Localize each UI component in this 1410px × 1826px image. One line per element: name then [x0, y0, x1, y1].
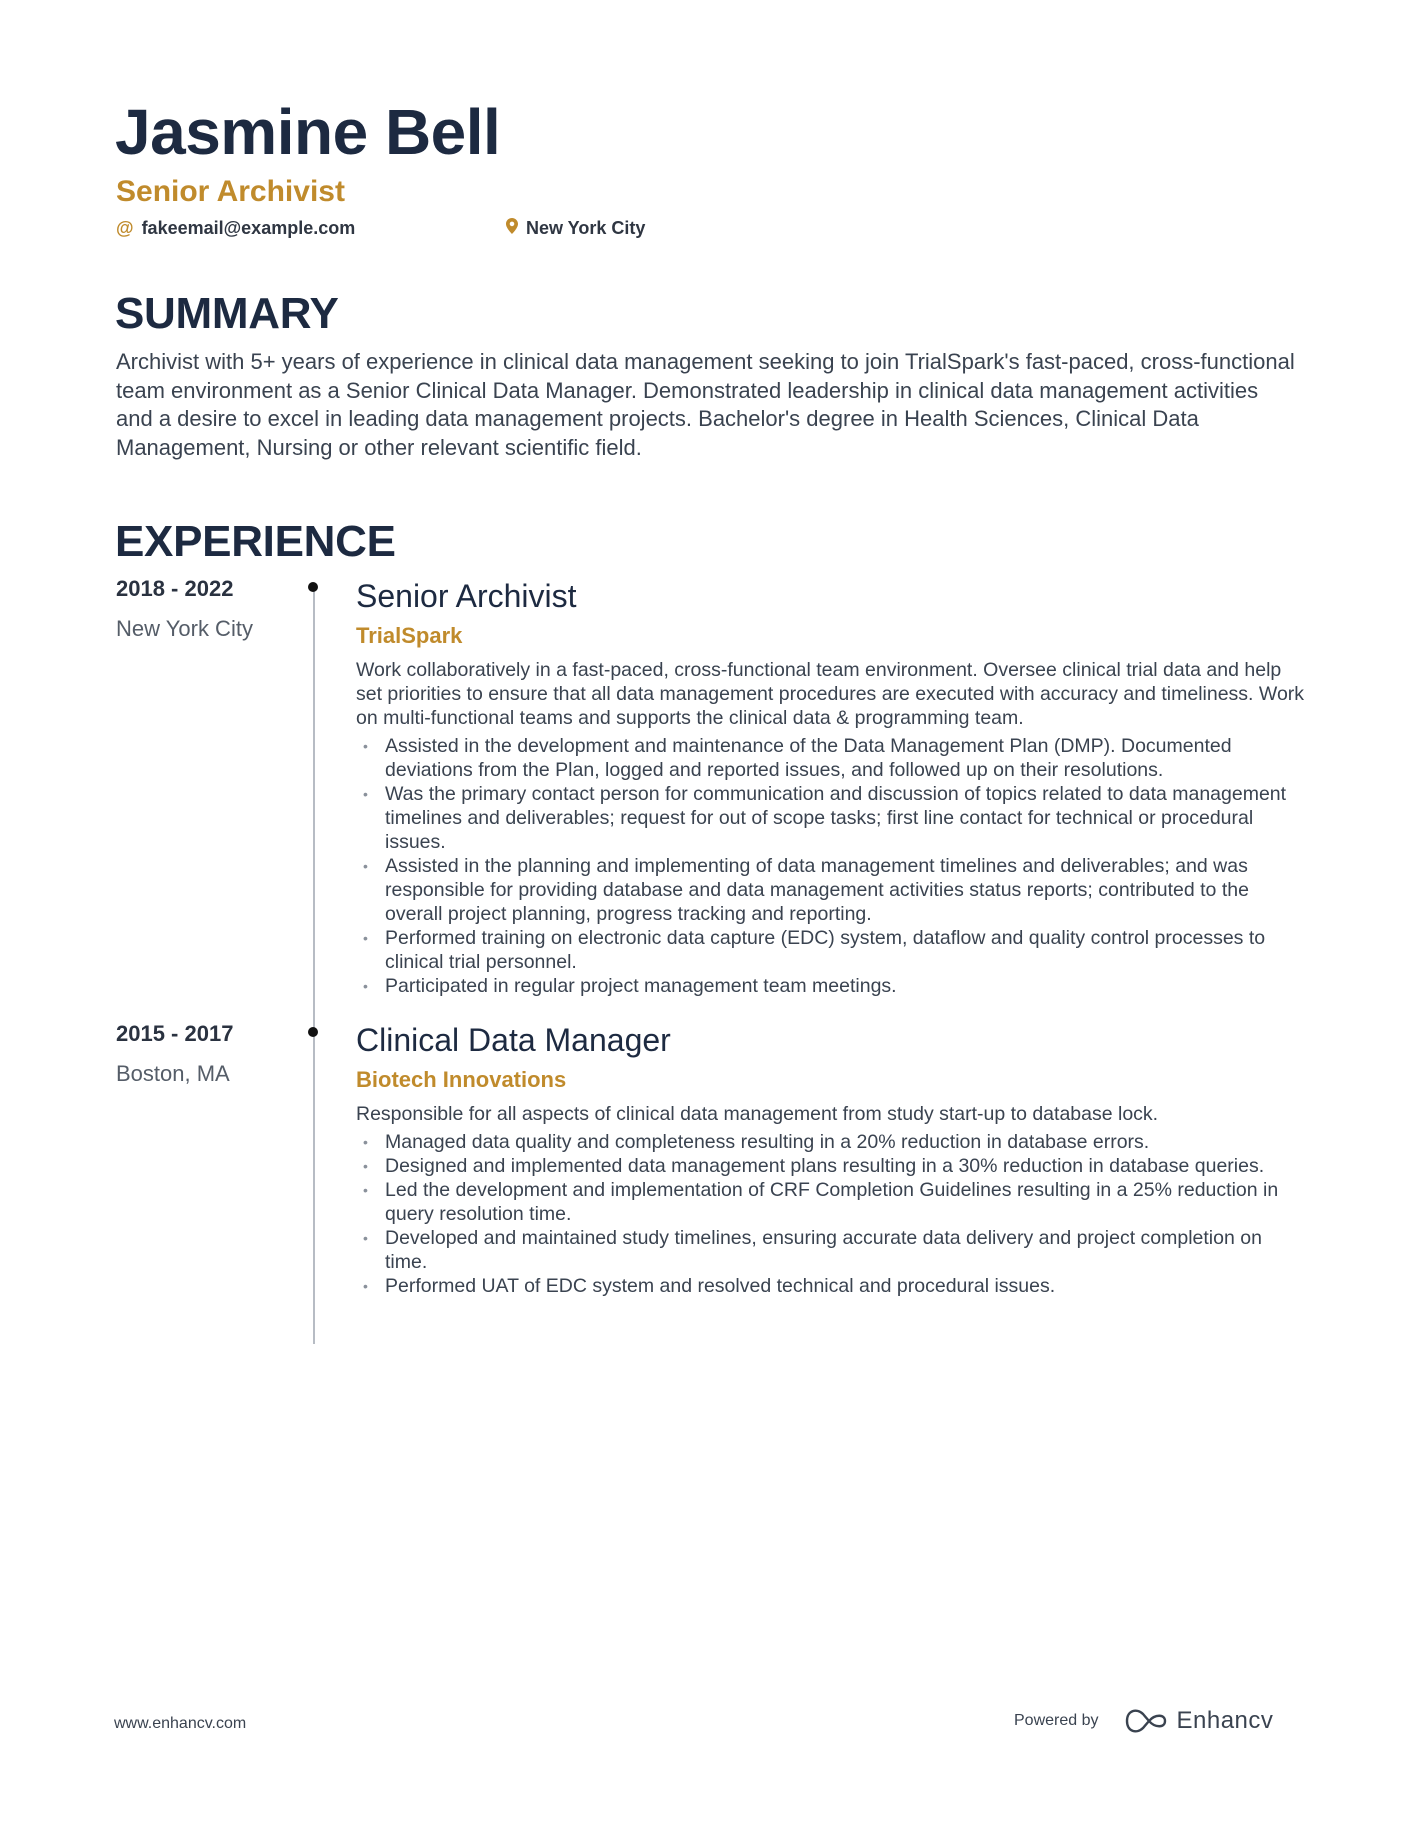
contact-location: [506, 218, 645, 239]
footer-branding[interactable]: [1014, 1707, 1273, 1735]
bullet-item: • Assisted in the planning and implementing of data management timelines and deliverables; and was responsible for providing database and data management activities status reports; contributed to the overall project planning, progress tracking and reporting.: [356, 854, 1306, 926]
job-dates: 2018 - 2022: [116, 576, 234, 601]
job-company: TrialSpark: [356, 623, 463, 649]
bullet-item: • Was the primary contact person for communication and discussion of topics related to data management timelines and deliverables; request for out of scope tasks; first line contact for technical or procedural issues.: [356, 782, 1306, 854]
job-bullets: [356, 1130, 1306, 1298]
timeline-line: [313, 586, 315, 1344]
candidate-name: Jasmine Bell: [115, 96, 501, 168]
job-title: Senior Archivist: [356, 578, 577, 614]
bullet-item: • Performed training on electronic data capture (EDC) system, dataflow and quality control processes to clinical trial personnel.: [356, 926, 1306, 974]
candidate-role: Senior Archivist: [116, 175, 345, 208]
job-city: Boston, MA: [116, 1061, 230, 1087]
job-title: Clinical Data Manager: [356, 1022, 671, 1058]
brand-name: Enhancv: [1176, 1707, 1274, 1734]
job-meta: [116, 1021, 233, 1088]
contact-email[interactable]: [116, 218, 355, 239]
timeline-dot: [308, 582, 318, 592]
job-meta: [116, 576, 253, 643]
bullet-item: • Designed and implemented data management plans resulting in a 30% reduction in database queries.: [356, 1154, 1306, 1178]
bullet-item: • Assisted in the development and maintenance of the Data Management Plan (DMP). Documented deviations from the Plan, logged and reported issues, and followed up on their resolutions.: [356, 734, 1306, 782]
bullet-item: • Led the development and implementation of CRF Completion Guidelines resulting in a 25% reduction in query resolution time.: [356, 1178, 1306, 1226]
footer-website[interactable]: www.enhancv.com: [114, 1715, 247, 1732]
timeline-dot: [308, 1027, 318, 1037]
job-dates: 2015 - 2017: [116, 1021, 234, 1046]
at-icon: @: [116, 218, 134, 238]
bullet-item: • Developed and maintained study timelines, ensuring accurate data delivery and project completion on time.: [356, 1226, 1306, 1274]
map-pin-icon: [506, 218, 518, 239]
powered-by-label: Powered by: [1014, 1712, 1099, 1729]
job-bullets: [356, 734, 1306, 998]
job-entry: [356, 577, 1306, 998]
job-city: New York City: [116, 616, 253, 642]
bullet-item: • Participated in regular project management team meetings.: [356, 974, 1306, 998]
summary-text: Archivist with 5+ years of experience in clinical data management seeking to join TrialSpark's fast-paced, cross-functional team environment as a Senior Clinical Data Manager. Demonstrated leadership in clinical data management activities and a desire to excel in leading data management projects. Bachelor's degree in Health Sciences, Clinical Data Management, Nursing or other relevant scientific field.: [116, 349, 1295, 460]
bullet-item: • Performed UAT of EDC system and resolved technical and procedural issues.: [356, 1274, 1306, 1298]
email-text: fakeemail@example.com: [141, 218, 356, 238]
summary-heading: SUMMARY: [115, 289, 339, 338]
location-text: New York City: [526, 218, 646, 238]
job-description: Responsible for all aspects of clinical data management from study start-up to database lock.: [356, 1102, 1159, 1125]
job-description: Work collaboratively in a fast-paced, cross-functional team environment. Oversee clinical trial data and help set priorities to ensure that all data management procedures are executed with accuracy and timeliness. Work on multi-functional teams and supports the clinical data & programming team.: [356, 658, 1305, 729]
job-entry: [356, 1021, 1306, 1298]
job-company: Biotech Innovations: [356, 1067, 567, 1093]
bullet-item: • Managed data quality and completeness resulting in a 20% reduction in database errors.: [356, 1130, 1306, 1154]
experience-heading: EXPERIENCE: [115, 517, 396, 566]
brand-logo: [1123, 1707, 1274, 1735]
enhancv-logo-icon: [1123, 1708, 1169, 1734]
